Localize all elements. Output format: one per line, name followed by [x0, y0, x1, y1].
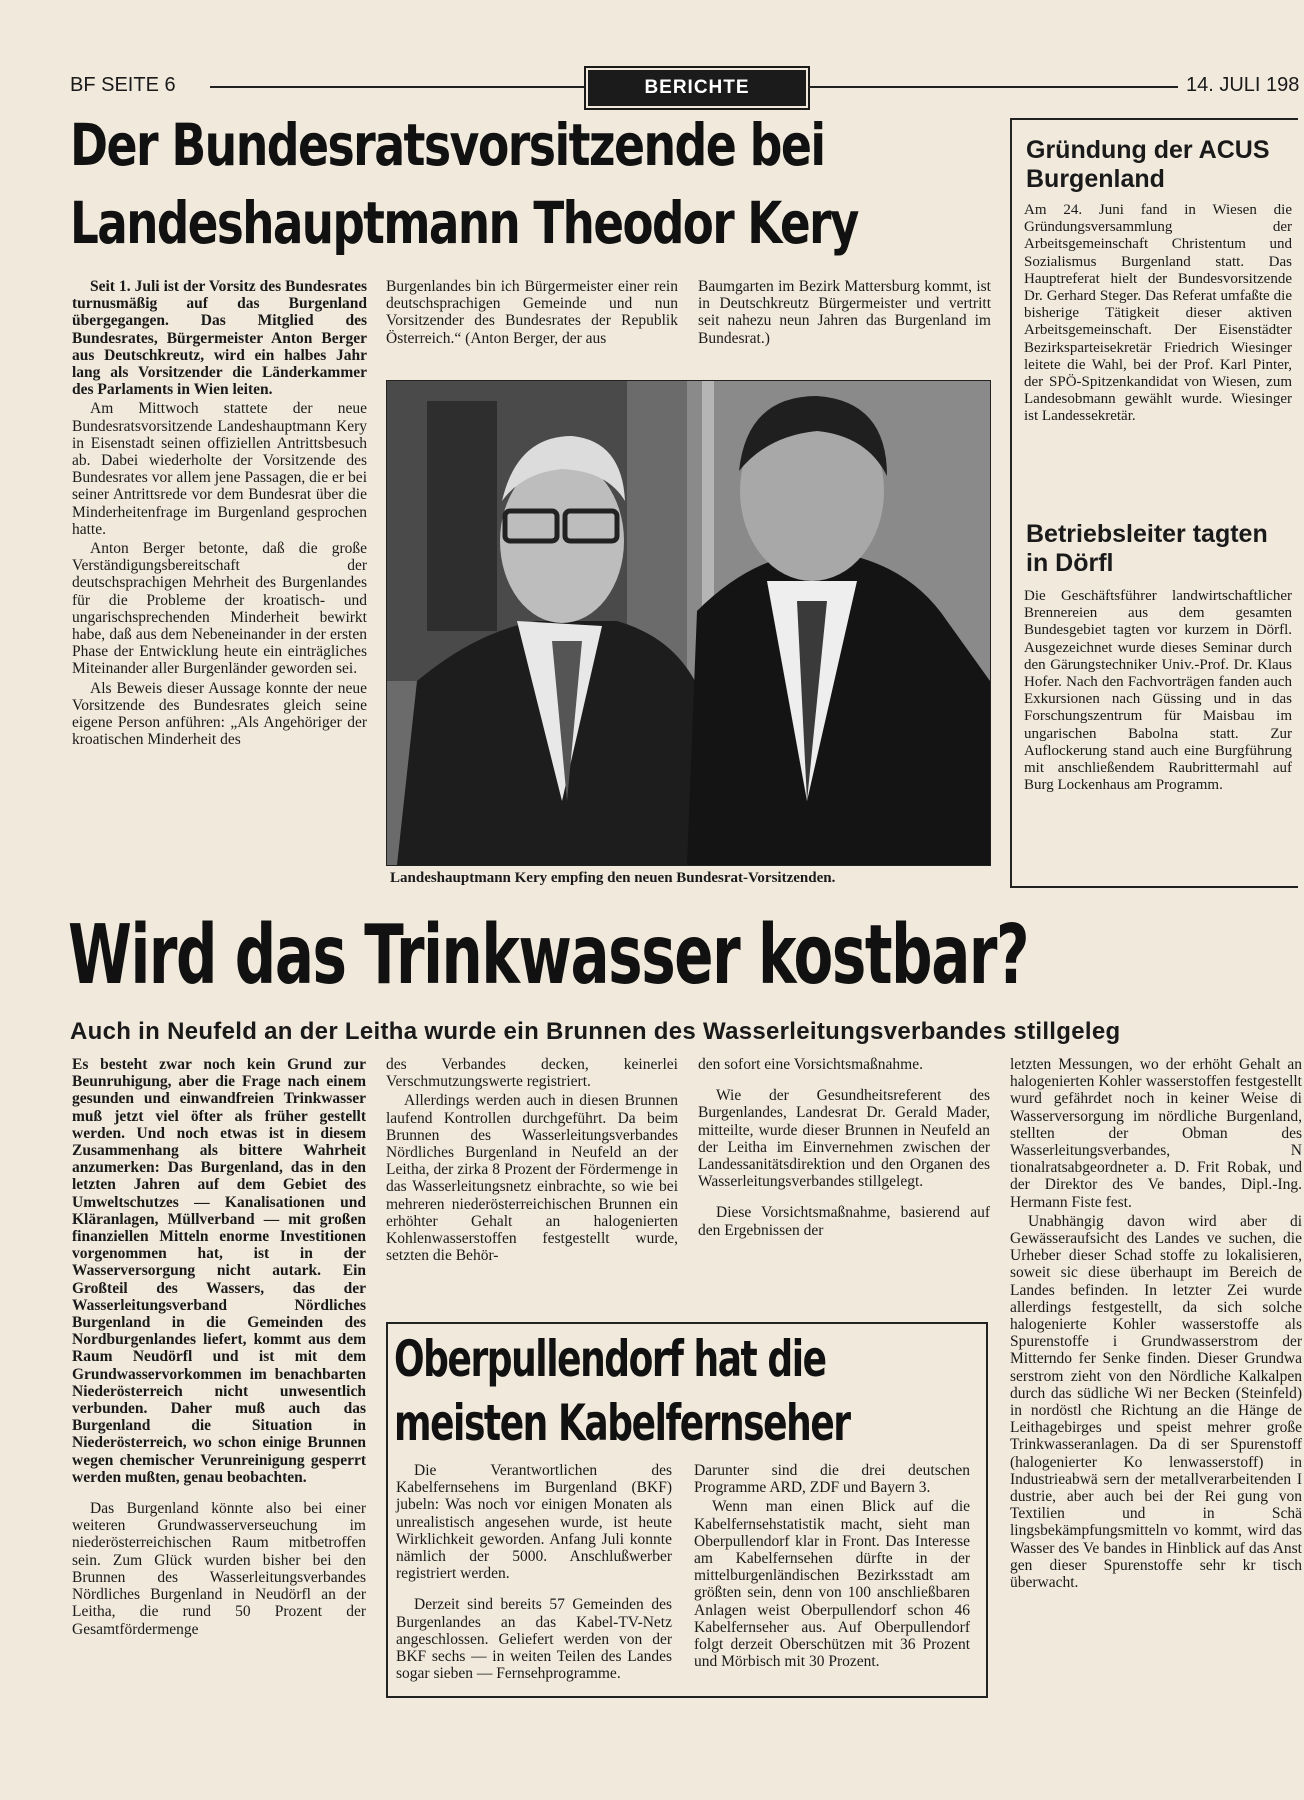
inset-article-box [386, 1322, 988, 1698]
headline-3-line2: meisten Kabelfernseher [394, 1394, 850, 1452]
article1-paragraph: Am Mittwoch stattete der neue Bundesratsvorsitzende Landeshauptmann Kery in Eisenstadt seinen offiziellen Antrittsbesuch ab. Dabei wiederholte der Vorsitzende des Bundesrates vor allem jene Passagen, die er bei seiner Antrittsrede vor dem Bundesrat über die Minderheitenfrage im Burgenland gesprochen hatte. [72, 400, 367, 538]
page-label: BF SEITE 6 [70, 74, 176, 96]
article3-paragraph: Die Verantwortlichen des Kabelfernsehens im Burgenland (BKF) jubeln: Was noch vor einigen Monaten als unrealistisch angesehen wurde, ist heute Wirklichkeit geworden. Anfang Juli konnte nämlich der 5000. Anschlußwerber registriert werden. [396, 1462, 672, 1583]
article2-paragraph: Unabhängig davon wird aber di Gewässeraufsicht des Landes ve suchen, die Urheber dieser Schad stoffe zu lokalisieren, soweit sic diese überhaupt im Bereich de Landes befinden. In letzter Zei wurde allerdings festgestellt, da sich solche halogenierte Kohler wasserstoffe als Spurenstoffe i Grundwasserstrom der Mitterndo fer Senke finden. Dieser Grundwa serstrom zieht von den Nördliche Kalkalpen durch das südliche Wi ner Becken (Steinfeld) in nordöstl che Richtung an die Hänge de Leithagebirges und speist mehrer große Trinkwasseranlagen. Da di ser Spurenstoff (halogenierter Ko lenwasserstoff) in Industrieabwä sern der metallverarbeitenden I dustrie, aber auch bei der Rei gung von Textilien und in Schä lingsbekämpfungsmitteln vo kommt, wird das Wasser des Ve bandes in Hinblick auf das Anst gen dieser Spurenstoffe sehr kr tisch überwacht. [1010, 1212, 1302, 1592]
article3-paragraph: Wenn man einen Blick auf die Kabelfernsehstatistik macht, sieht man Oberpullendorf klar in Front. Das Interesse am Kabelfernsehen dürfte in der mittelburgenländischen Bezirksstadt am größten sein, denn von 100 anschließbaren Anlagen weist Oberpullendorf schon 46 Kabelfernseher aus. Auf Oberpullendorf folgt derzeit Oberschützen mit 36 Prozent und Mörbisch mit 30 Prozent. [694, 1498, 970, 1671]
article2-paragraph: den sofort eine Vorsichtsmaßnahme. [698, 1056, 923, 1073]
article3-column1 [396, 1462, 672, 1684]
article1-lead: Seit 1. Juli ist der Vorsitz des Bundesrates turnusmäßig auf das Burgenland übergegangen. Das Mitglied des Bundesrates, Bürgermeister Anton Berger aus Deutschkreutz, wird ein halbes Jahr lang als Vorsitzender die Länderkammer des Parlaments in Wien leiten. [72, 278, 367, 399]
article1-paragraph: Baumgarten im Bezirk Mattersburg kommt, ist in Deutschkreutz Bürgermeister und vertritt seit nahezu neun Jahren das Burgenland im Bundesrat.) [698, 278, 991, 347]
section-label: BERICHTE [588, 70, 806, 106]
header-rule-left [210, 86, 584, 88]
article2-paragraph: Das Burgenland könnte also bei einer weiteren Grundwasserverseuchung im niederösterreichischen Raum mitbetroffen sein. Zum Glück wurden bisher bei den Brunnen des Wasserleitungsverbandes Nördliches Burgenland in Neudörfl an der Leitha, die rund 50 Prozent der Gesamtfördermenge [72, 1500, 366, 1638]
article2-paragraph: Wie der Gesundheitsreferent des Burgenlandes, Landesrat Dr. Gerald Mader, mitteilte, wurde dieser Brunnen in Neufeld an der Leitha im Einvernehmen zwischen der Landessanitätsdirektion und den Organen des Wasserleitungsverbandes stillgelegt. [698, 1087, 990, 1191]
article3-paragraph: Darunter sind die drei deutschen Programme ARD, ZDF und Bayern 3. [694, 1462, 970, 1497]
article2-column2 [386, 1056, 678, 1266]
headline-1-line1: Der Bundesratsvorsitzende bei [70, 111, 825, 179]
subheadline-2: Auch in Neufeld an der Leitha wurde ein Brunnen des Wasserleitungsverbandes stillgeleg [70, 1018, 1121, 1045]
article2-paragraph: letzten Messungen, wo der erhöht Gehalt an halogenierten Kohler wasserstoffen festgestellt wurd gefährdet noch in keiner Weise di Wasserversorgung im nördliche Burgenland, stellten der Obman des Wasserleitungsverbandes, N tionalratsabgeordneter a. D. Frit Robak, und der Direktor des Ve bandes, Dipl.-Ing. Hermann Fiste fest. [1010, 1056, 1302, 1211]
article1-paragraph: Anton Berger betonte, daß die große Verständigungsbereitschaft der deutschsprachigen Mehrheit des Burgenlandes für die Probleme der kroatisch- und ungarischsprechenden Minderheit bewirkt habe, daß aus dem Nebeneinander in der ersten Phase der Entwicklung heute ein einträgliches Miteinander aller Burgenländer geworden sei. [72, 540, 367, 678]
article1-paragraph: Als Beweis dieser Aussage konnte der neue Vorsitzende des Bundesrates gleich seine eigene Person anführen: „Als Angehöriger der kroatischen Minderheit des [72, 679, 367, 749]
article1-column3 [698, 278, 991, 349]
article2-paragraph: Diese Vorsichtsmaßnahme, basierend auf den Ergebnissen der [698, 1204, 990, 1239]
photo-illustration [387, 381, 990, 865]
article3-column2 [694, 1462, 970, 1672]
issue-date: 14. JULI 198 [1186, 74, 1300, 96]
article2-paragraph: Allerdings werden auch in diesen Brunnen laufend Kontrollen durchgeführt. Da beim Brunnen des Wasserleitungsverbandes Nördliches Burgenland in Neufeld an der Leitha, der zirka 8 Prozent der Fördermenge in das Wasserleitungsnetz einbrachte, so wie bei mehreren niederösterreichischen Brunnen ein erhöhter Gehalt an halogenierten Kohlenwasserstoffen festgestellt wurde, setzten die Behör- [386, 1092, 678, 1265]
article2-lead: Es besteht zwar noch kein Grund zur Beunruhigung, aber die Frage nach einem gesunden und einwandfreien Trinkwasser muß jetzt viel öfter als früher gestellt werden. Und noch etwas ist in diesem Zusammenhang als bittere Wahrheit anzumerken: Das Burgenland, das in den letzten Jahren auf dem Gebiet des Umweltschutzes — Kanalisationen und Kläranlagen, Müllverband — mit großen finanziellen Mitteln enorme Investitionen vorgenommen hat, ist in der Wasserversorgung nicht autark. Ein Großteil des Wassers, das der Wasserleitungsverband Nördliches Burgenland in die Gemeinden des Nordburgenlandes liefert, kommt aus dem Raum Neudörfl und ist mit dem Grundwasservorkommen im benachbarten Niederösterreich nicht unwesentlich verbunden. Daher muß auch das Burgenland die Situation in Niederösterreich, wo schon einige Brunnen wegen chemischer Verunreinigung gesperrt werden mußten, genau beobachten. [72, 1056, 366, 1486]
sidebar-box [1010, 118, 1298, 888]
article2-column1 [72, 1056, 366, 1640]
header-rule-right [808, 86, 1178, 88]
news-photo [386, 380, 991, 866]
headline-1-line2: Landeshauptmann Theodor Kery [70, 189, 858, 257]
article1-column2 [386, 278, 678, 349]
article1-paragraph: Burgenlandes bin ich Bürgermeister einer rein deutschsprachigen Gemeinde und nun Vorsitzender des Bundesrates der Republik Österreich.“ (Anton Berger, der aus [386, 278, 678, 347]
photo-caption: Landeshauptmann Kery empfing den neuen Bundesrat-Vorsitzenden. [390, 870, 836, 886]
sidebar-story2-title: Betriebsleiter tagten in Dörfl [1026, 520, 1268, 577]
article2-column3 [698, 1056, 990, 1241]
sidebar-story1-body: Am 24. Juni fand in Wiesen die Gründungsversammlung der Arbeitsgemeinschaft Christentum und Sozialismus Burgenland statt. Das Hauptreferat hielt der Bundesvorsitzende Dr. Gerhard Steger. Das Referat umfaßte die bisherige Tätigkeit dieser aktiven Arbeitsgemeinschaft. Der Eisenstädter Bezirksparteisekretär Friedrich Wiesinger leitete die Wahl, bei der Prof. Karl Pinter, der SPÖ-Spitzenkandidat von Wiesen, zum Landesobmann gewählt wurde. Wiesinger ist Landessekretär. [1024, 202, 1292, 425]
sidebar-story1-title: Gründung der ACUS Burgenland [1026, 136, 1270, 193]
article1-column1 [72, 278, 367, 750]
headline-3-line1: Oberpullendorf hat die [394, 1330, 826, 1388]
article2-paragraph: des Verbandes decken, keinerlei Verschmutzungswerte registriert. [386, 1056, 678, 1091]
article2-column4 [1010, 1056, 1302, 1746]
article3-paragraph: Derzeit sind bereits 57 Gemeinden des Burgenlandes an das Kabel-TV-Netz angeschlossen. Geliefert werden von der BKF sechs — in weiten Teilen des Landes sogar sieben — Fernsehprogramme. [396, 1596, 672, 1683]
headline-2: Wird das Trinkwasser kostbar? [68, 908, 1029, 1003]
sidebar-story2-body: Die Geschäftsführer landwirtschaftlicher Brennereien aus dem gesamten Bundesgebiet tagten vor kurzem in Dörfl. Ausgezeichnet wurde dieses Seminar durch den Gärungstechniker Univ.-Prof. Dr. Klaus Hofer. Nach den Fachvorträgen fanden auch Exkursionen nach Güssing und in das Forschungszentrum für Maisbau im ungarischen Babolna statt. Zur Auflockerung stand auch eine Burgführung mit anschließendem Raubrittermahl auf Burg Lockenhaus am Programm. [1024, 588, 1292, 794]
